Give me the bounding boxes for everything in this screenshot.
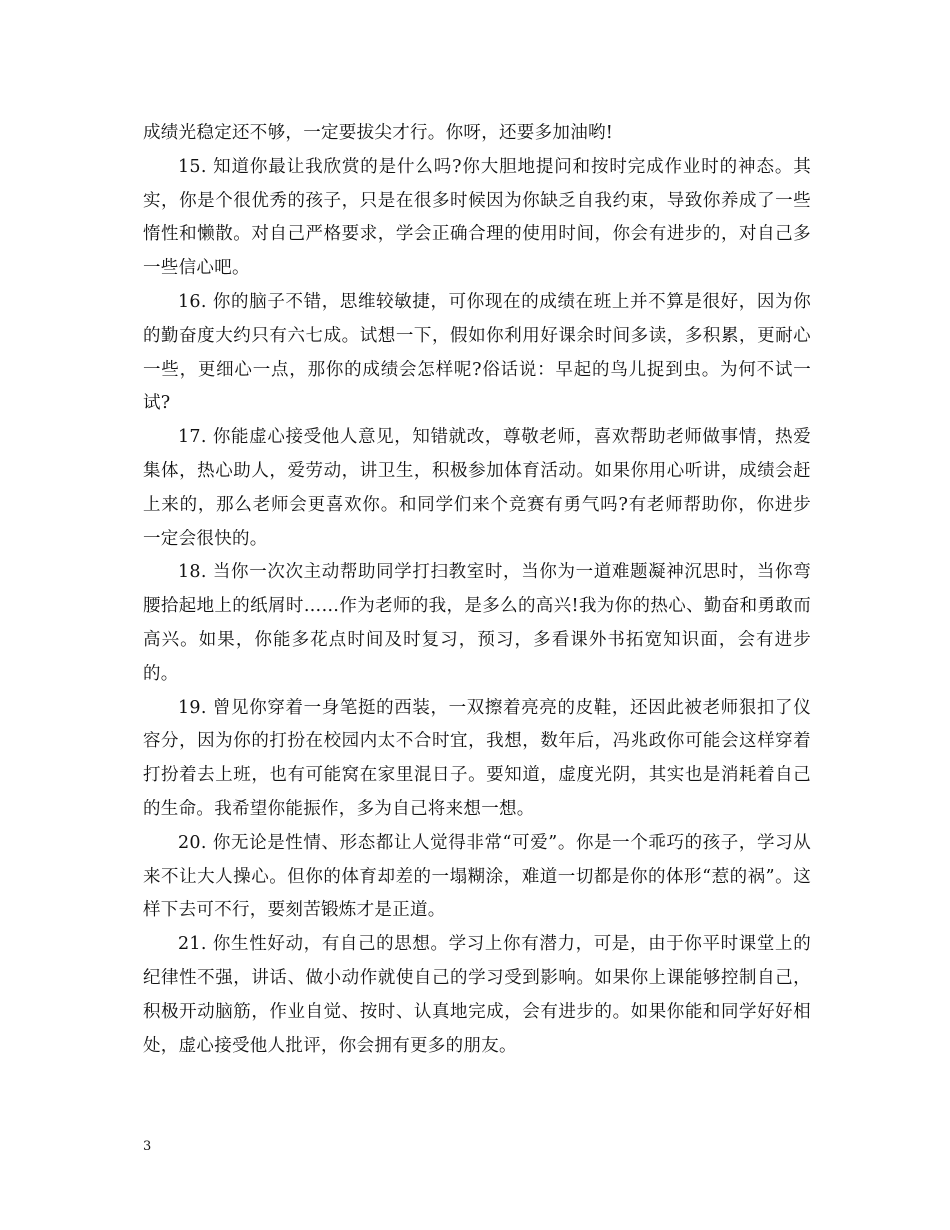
paragraph-item-18: 18. 当你一次次主动帮助同学打扫教室时，当你为一道难题凝神沉思时，当你弯腰拾起地上的纸屑时……作为老师的我，是多么的高兴!我为你的热心、勤奋和勇敢而高兴。如果，你能多花点时间及时复习，预习，多看课外书拓宽知识面，会有进步的。 bbox=[143, 562, 811, 684]
paragraph-item-15: 15. 知道你最让我欣赏的是什么吗?你大胆地提问和按时完成作业时的神态。其实，你是个很优秀的孩子，只是在很多时候因为你缺乏自我约束，导致你养成了一些惰性和懒散。对自己严格要求，学会正确合理的使用时间，你会有进步的，对自己多一些信心吧。 bbox=[143, 156, 811, 279]
paragraph-item-20: 20. 你无论是性情、形态都让人觉得非常“可爱”。你是一个乖巧的孩子，学习从来不让大人操心。但你的体育却差的一塌糊涂，难道一切都是你的体形“惹的祸”。这样下去可不行，要刻苦锻炼才是正道。 bbox=[143, 832, 811, 921]
paragraph-item-16: 16. 你的脑子不错，思维较敏捷，可你现在的成绩在班上并不算是很好，因为你的勤奋度大约只有六七成。试想一下，假如你利用好课余时间多读，多积累，更耐心一些，更细心一点，那你的成绩会怎样呢?俗话说：早起的鸟儿捉到虫。为何不试一试? bbox=[143, 291, 811, 414]
paragraph-item-21: 21. 你生性好动，有自己的思想。学习上你有潜力，可是，由于你平时课堂上的纪律性不强，讲话、做小动作就使自己的学习受到影响。如果你上课能够控制自己，积极开动脑筋，作业自觉、按时、认真地完成，会有进步的。如果你能和同学好好相处，虚心接受他人批评，你会拥有更多的朋友。 bbox=[143, 934, 811, 1056]
paragraph-item-17: 17. 你能虚心接受他人意见，知错就改，尊敬老师，喜欢帮助老师做事情，热爱集体，热心助人，爱劳动，讲卫生，积极参加体育活动。如果你用心听讲，成绩会赶上来的，那么老师会更喜欢你。和同学们来个竞赛有勇气吗?有老师帮助你，你进步一定会很快的。 bbox=[143, 427, 811, 549]
document-body bbox=[143, 117, 811, 1063]
paragraph-continuation: 成绩光稳定还不够，一定要拔尖才行。你呀，还要多加油哟! bbox=[143, 123, 614, 143]
page-number: 3 bbox=[143, 1139, 152, 1154]
paragraph-item-19: 19. 曾见你穿着一身笔挺的西装，一双擦着亮亮的皮鞋，还因此被老师狠扣了仪容分，因为你的打扮在校园内太不合时宜，我想，数年后，冯兆政你可能会这样穿着打扮着去上班，也有可能窝在家里混日子。要知道，虚度光阴，其实也是消耗着自己的生命。我希望你能振作，多为自己将来想一想。 bbox=[143, 697, 811, 819]
